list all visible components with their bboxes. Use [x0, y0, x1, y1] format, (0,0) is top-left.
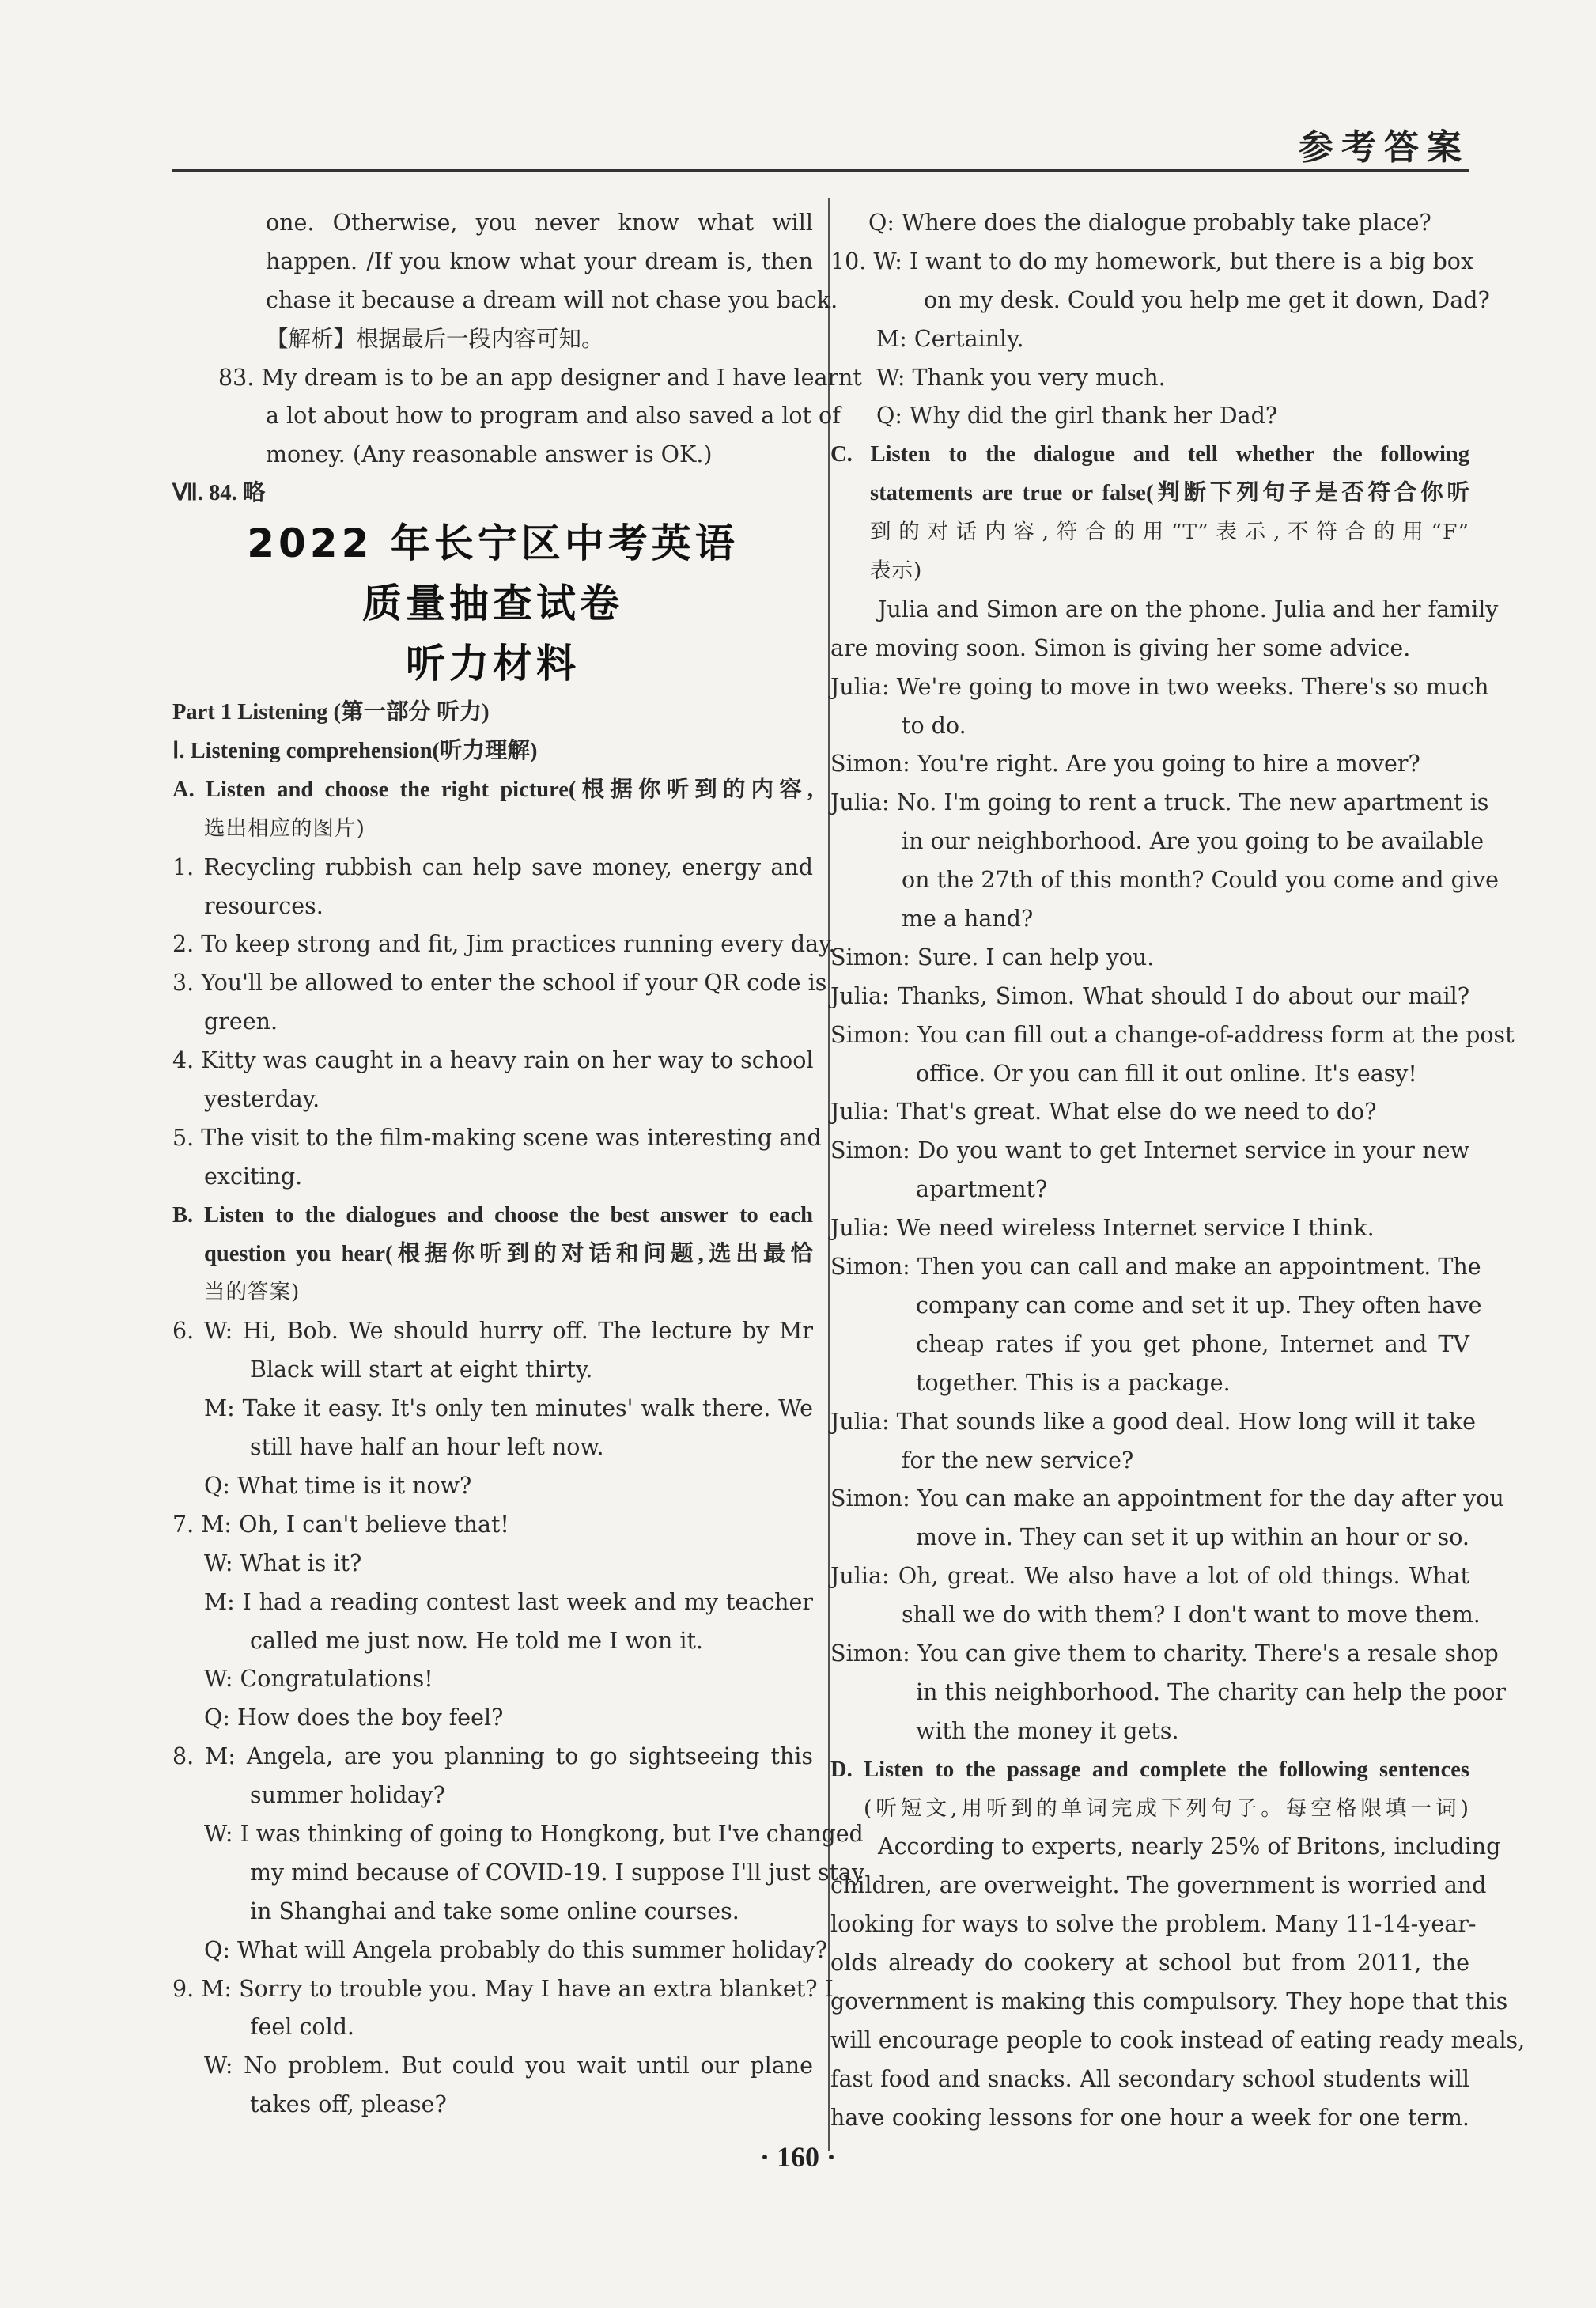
dialogue-line: cheap rates if you get phone, Internet and TV [916, 1330, 1469, 1357]
section-heading-c: C. Listen to the dialogue and tell whether the following [830, 442, 1469, 467]
section-instruction: 当的答案) [204, 1280, 301, 1305]
answer-84: Ⅶ. 84. 略 [172, 481, 266, 506]
intro-line: are moving soon. Simon is giving her some advice. [830, 634, 1411, 661]
dialogue-line: Simon: You're right. Are you going to hire a mover? [830, 751, 1420, 778]
text-line: resources. [204, 892, 323, 919]
section-heading: Ⅰ. Listening comprehension(听力理解) [172, 739, 538, 764]
section-instruction: (听短文,用听到的单词完成下列句子。每空格限填一词) [864, 1795, 1469, 1821]
dialogue-line: Simon: Do you want to get Internet service in your new [830, 1137, 1469, 1164]
part-heading: Part 1 Listening (第一部分 听力) [172, 700, 490, 725]
dialogue-line: for the new service? [902, 1447, 1134, 1474]
dialogue-line: Simon: Then you can call and make an appointment. The [830, 1254, 1481, 1281]
section-instruction: question you hear(根据你听到的对话和问题,选出最恰 [204, 1241, 813, 1266]
dialogue-line: in this neighborhood. The charity can help the poor [916, 1678, 1507, 1705]
question-line: Q: Where does the dialogue probably take place? [868, 210, 1431, 236]
left-column [172, 204, 865, 2124]
item-5: 5. The visit to the film-making scene was interesting and [172, 1124, 822, 1151]
text-line: yesterday. [204, 1086, 320, 1113]
dialogue-line: me a hand? [902, 906, 1034, 933]
item-2: 2. To keep strong and fit, Jim practices running every day. [172, 931, 836, 958]
dialogue-line: still have half an hour left now. [250, 1434, 604, 1461]
section-title: 质量抽查试卷 [362, 581, 623, 627]
dialogue-line: 8. M: Angela, are you planning to go sightseeing this [172, 1743, 813, 1770]
dialogue-line: feel cold. [250, 2014, 354, 2041]
dialogue-line: called me just now. He told me I won it. [250, 1627, 703, 1654]
text-line: one. Otherwise, you never know what will [266, 210, 813, 236]
section-heading-d: D. Listen to the passage and complete the following sentences [830, 1757, 1469, 1782]
dialogue-line: my mind because of COVID-19. I suppose I'll just stay [250, 1859, 865, 1886]
dialogue-line: office. Or you can fill it out online. It's easy! [916, 1060, 1417, 1087]
dialogue-line: 7. M: Oh, I can't believe that! [172, 1511, 509, 1538]
dialogue-line: in our neighborhood. Are you going to be available [902, 828, 1484, 855]
dialogue-line: Julia: That sounds like a good deal. How long will it take [830, 1408, 1477, 1435]
dialogue-line: M: I had a reading contest last week and my teacher [204, 1588, 813, 1615]
section-instruction: 选出相应的图片) [204, 815, 365, 841]
dialogue-line: 10. W: I want to do my homework, but there is a big box [830, 248, 1474, 274]
dialogue-line: W: I was thinking of going to Hongkong, but I've changed [204, 1820, 864, 1847]
dialogue-line: W: What is it? [204, 1549, 362, 1576]
dialogue-line: Simon: You can make an appointment for the day after you [830, 1485, 1504, 1512]
dialogue-line: move in. They can set it up within an hour or so. [916, 1524, 1469, 1551]
dialogue-line: Julia: Oh, great. We also have a lot of old things. What [830, 1563, 1469, 1590]
header-rule [172, 169, 1469, 172]
text-line: exciting. [204, 1163, 303, 1190]
dialogue-line: 6. W: Hi, Bob. We should hurry off. The lecture by Mr [172, 1318, 813, 1345]
dialogue-line: Julia: We need wireless Internet service I think. [830, 1215, 1375, 1242]
section-instruction: 表示) [870, 558, 923, 584]
dialogue-line: Julia: No. I'm going to rent a truck. The new apartment is [830, 789, 1489, 816]
text-line: happen. /If you know what your dream is, then [266, 248, 813, 274]
dialogue-line: Black will start at eight thirty. [250, 1356, 593, 1383]
dialogue-line: Simon: You can fill out a change-of-address form at the post [830, 1021, 1515, 1048]
dialogue-line: Simon: Sure. I can help you. [830, 944, 1155, 970]
dialogue-line: on the 27th of this month? Could you come and give [902, 867, 1499, 894]
page-number: · 160 · [759, 2141, 836, 2173]
intro-line: Julia and Simon are on the phone. Julia and her family [878, 596, 1499, 622]
passage-line: According to experts, nearly 25% of Britons, including [878, 1833, 1501, 1860]
dialogue-line: apartment? [916, 1176, 1048, 1203]
passage-line: government is making this compulsory. They hope that this [830, 1988, 1508, 2015]
text-line: money. (Any reasonable answer is OK.) [266, 441, 713, 468]
right-column [830, 204, 1526, 2138]
section-heading-b: B. Listen to the dialogues and choose the best answer to each [172, 1202, 813, 1228]
analysis-note: 【解析】根据最后一段内容可知。 [266, 325, 604, 352]
dialogue-line: M: Take it easy. It's only ten minutes' walk there. We [204, 1395, 813, 1422]
section-instruction: 到的对话内容,符合的用“T”表示,不符合的用“F” [870, 520, 1469, 545]
passage-line: looking for ways to solve the problem. Many 11-14-year- [830, 1911, 1477, 1938]
text-line: green. [204, 1008, 278, 1035]
passage-line: will encourage people to cook instead of eating ready meals, [830, 2026, 1526, 2053]
item-3: 3. You'll be allowed to enter the school if your QR code is [172, 970, 827, 997]
section-instruction: statements are true or false(判断下列句子是否符合你听 [870, 481, 1469, 506]
dialogue-line: with the money it gets. [916, 1717, 1179, 1744]
text-line: chase it because a dream will not chase you back. [266, 286, 838, 313]
section-heading-a: A. Listen and choose the right picture(根据你听到的内容, [172, 777, 813, 802]
dialogue-line: Julia: We're going to move in two weeks. There's so much [830, 673, 1489, 700]
text-line: a lot about how to program and also saved a lot of [266, 403, 841, 429]
item-4: 4. Kitty was caught in a heavy rain on her way to school [172, 1047, 814, 1074]
dialogue-line: together. This is a package. [916, 1369, 1231, 1396]
question-line: Q: How does the boy feel? [204, 1705, 504, 1731]
section-title: 听力材料 [406, 641, 580, 687]
dialogue-line: 9. M: Sorry to trouble you. May I have an extra blanket? I [172, 1975, 834, 2002]
question-line: Q: Why did the girl thank her Dad? [876, 403, 1278, 429]
dialogue-line: W: Thank you very much. [876, 364, 1166, 391]
dialogue-line: Julia: That's great. What else do we need to do? [830, 1099, 1377, 1126]
dialogue-line: to do. [902, 712, 966, 739]
dialogue-line: on my desk. Could you help me get it down, Dad? [924, 286, 1490, 313]
dialogue-line: shall we do with them? I don't want to move them. [902, 1602, 1481, 1629]
dialogue-line: takes off, please? [250, 2091, 447, 2118]
answer-83: 83. My dream is to be an app designer and I have learnt [218, 364, 862, 391]
dialogue-line: Julia: Thanks, Simon. What should I do about our mail? [830, 982, 1469, 1009]
dialogue-line: Simon: You can give them to charity. There's a resale shop [830, 1640, 1499, 1667]
dialogue-line: W: No problem. But could you wait until our plane [204, 2053, 813, 2079]
page-header-title: 参考答案 [1299, 127, 1469, 168]
dialogue-line: summer holiday? [250, 1782, 445, 1809]
dialogue-line: in Shanghai and take some online courses. [250, 1897, 739, 1924]
dialogue-line: company can come and set it up. They often have [916, 1292, 1482, 1319]
passage-line: have cooking lessons for one hour a week for one term. [830, 2104, 1469, 2131]
question-line: Q: What will Angela probably do this summer holiday? [204, 1936, 827, 1963]
section-title: 2022 年长宁区中考英语 [247, 520, 739, 567]
passage-line: olds already do cookery at school but from 2011, the [830, 1950, 1469, 1977]
item-1: 1. Recycling rubbish can help save money, energy and [172, 853, 813, 880]
question-line: Q: What time is it now? [204, 1472, 472, 1499]
passage-line: fast food and snacks. All secondary school students will [830, 2065, 1469, 2092]
passage-line: children, are overweight. The government is worried and [830, 1872, 1487, 1899]
dialogue-line: M: Certainly. [876, 325, 1024, 352]
dialogue-line: W: Congratulations! [204, 1666, 433, 1693]
